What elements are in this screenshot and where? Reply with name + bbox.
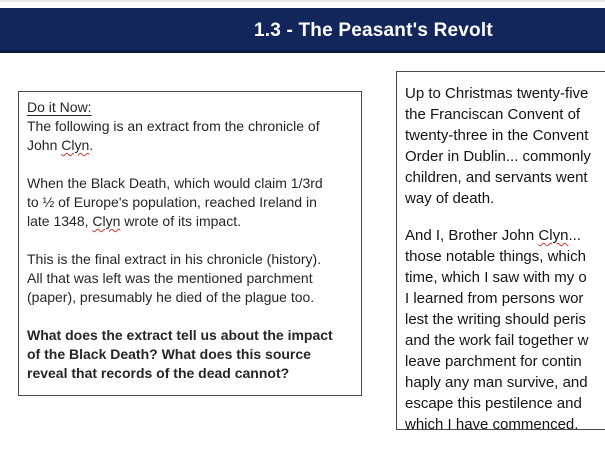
text-segment: .	[89, 137, 94, 153]
text-line	[405, 288, 605, 309]
text-line	[27, 193, 353, 212]
text-line	[27, 364, 353, 383]
text-line	[405, 414, 605, 435]
text-segment: which I have commenced.	[405, 416, 579, 433]
misspelled-word: Clyn	[61, 137, 90, 153]
text-line	[27, 174, 353, 193]
misspelled-word: Clyn	[538, 227, 569, 244]
text-segment: (paper), presumably he died of the plague too.	[27, 289, 315, 305]
text-line	[27, 136, 353, 155]
underlined-text: Do it Now:	[27, 99, 92, 115]
text-line	[405, 267, 605, 288]
text-line	[405, 188, 605, 209]
text-segment: When the Black Death, which would claim 1/3rd	[27, 175, 323, 191]
top-divider	[0, 0, 605, 2]
text-segment: the Franciscan Convent of	[405, 106, 581, 123]
text-line	[405, 351, 605, 372]
text-line	[405, 125, 605, 146]
text-segment: lest the writing should peris	[405, 311, 586, 328]
page-title: 1.3 - The Peasant's Revolt	[254, 19, 493, 41]
text-line	[405, 372, 605, 393]
text-line	[27, 98, 353, 117]
text-segment: and the work fail together w	[405, 332, 589, 349]
do-it-now-box	[18, 91, 362, 396]
text-segment: those notable things, which	[405, 248, 586, 265]
text-segment: wrote of its impact.	[120, 213, 241, 229]
text-line	[405, 330, 605, 351]
text-segment: haply any man survive, and	[405, 374, 588, 391]
text-line	[27, 345, 353, 364]
text-segment: to ½ of Europe's population, reached Ireland in	[27, 194, 317, 210]
text-line	[405, 246, 605, 267]
blank-line	[27, 155, 353, 174]
text-line	[27, 288, 353, 307]
text-segment: Order in Dublin... commonly	[405, 148, 591, 165]
text-segment: The following is an extract from the chronicle of	[27, 118, 320, 134]
text-line	[405, 225, 605, 246]
text-segment: twenty-three in the Convent	[405, 127, 589, 144]
header-bar	[0, 8, 605, 53]
text-line	[27, 117, 353, 136]
blank-line	[27, 307, 353, 326]
text-segment: time, which I saw with my o	[405, 269, 587, 286]
text-segment: All that was left was the mentioned parchment	[27, 270, 313, 286]
text-segment: children, and servants went	[405, 169, 588, 186]
text-line	[405, 309, 605, 330]
text-line	[27, 250, 353, 269]
text-segment: late 1348,	[27, 213, 93, 229]
text-segment: way of death.	[405, 190, 495, 207]
extract-box	[396, 71, 605, 433]
text-segment: Up to Christmas twenty-five	[405, 85, 589, 102]
misspelled-word: Clyn	[92, 213, 121, 229]
blank-line	[405, 209, 605, 225]
text-segment: leave parchment for contin	[405, 353, 582, 370]
text-segment: This is the final extract in his chronicle (history).	[27, 251, 322, 267]
text-segment: escape this pestilence and	[405, 395, 582, 412]
text-segment: I learned from persons wor	[405, 290, 584, 307]
blank-line	[27, 231, 353, 250]
text-line	[27, 326, 353, 345]
text-line	[405, 83, 605, 104]
text-segment: reveal that records of the dead cannot?	[27, 365, 290, 381]
text-line	[405, 167, 605, 188]
text-line	[27, 269, 353, 288]
text-segment: And I, Brother John	[405, 227, 539, 244]
text-line	[405, 104, 605, 125]
text-segment: What does the extract tell us about the impact	[27, 327, 333, 343]
text-segment: John	[27, 137, 62, 153]
text-line	[405, 146, 605, 167]
text-line	[27, 212, 353, 231]
text-line	[405, 393, 605, 414]
text-segment: ...	[568, 227, 581, 244]
text-segment: of the Black Death? What does this source	[27, 346, 311, 362]
